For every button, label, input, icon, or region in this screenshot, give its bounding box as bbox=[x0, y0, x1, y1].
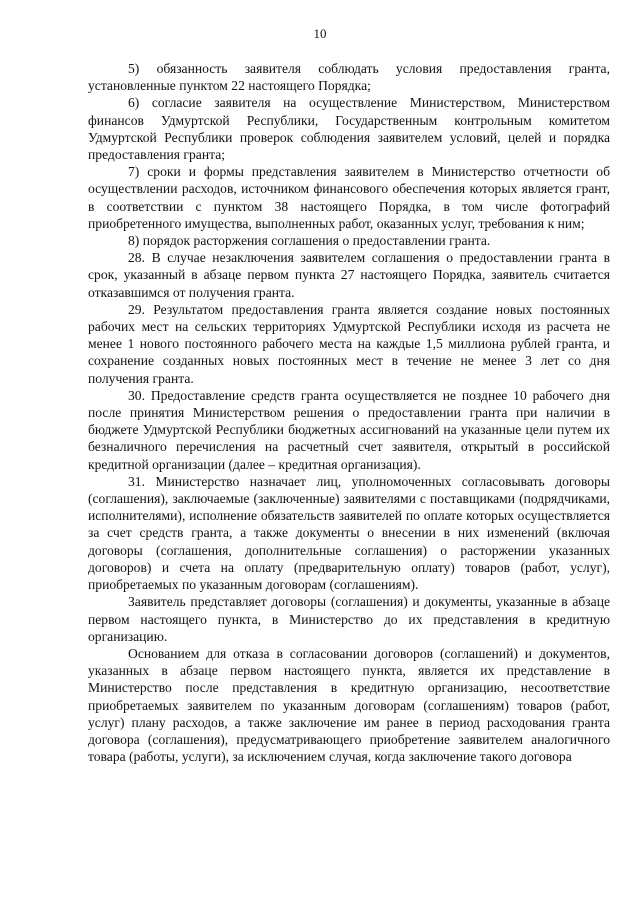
paragraph-item-8: 8) порядок расторжения соглашения о предоставлении гранта. bbox=[128, 233, 491, 249]
paragraph-clause-31-refusal-grounds: Основанием для отказа в согласовании договоров (соглашений) и документов, указанных в абзаце первом настоящего пункта, является их представление в Министерство после представления в кредитную организацию, несоответствие приобретаемых заявителем по указанным договорам (соглашениям) товаров (работ, услуг) плану расходов, а также заключение им ранее в период расходования гранта договора (соглашения), предусматривающего приобретение заявителем аналогичного товара (работы, услуги), за исключением случая, когда заключение такого договора bbox=[88, 645, 610, 765]
paragraph-item-5: 5) обязанность заявителя соблюдать условия предоставления гранта, установленные пунктом 22 настоящего Порядка; bbox=[88, 61, 610, 94]
paragraph-item-7: 7) сроки и формы представления заявителем в Министерство отчетности об осуществлении расходов, источником финансового обеспечения которых является грант, в соответствии с пунктом 38 настоящего Порядка, в том числе фотографий приобретенного имущества, выполненных работ, оказанных услуг, требования к ним; bbox=[88, 164, 610, 231]
document-body bbox=[88, 60, 610, 765]
paragraph-item-6: 6) согласие заявителя на осуществление Министерством, Министерством финансов Удмуртской Республики, Государственным контрольным комитетом Удмуртской Республики проверок соблюдения заявителем условий, целей и порядка предоставления гранта; bbox=[88, 95, 610, 163]
paragraph-clause-31-submission: Заявитель представляет договоры (соглашения) и документы, указанные в абзаце первом настоящего пункта, в Министерство до их представления в кредитную организацию. bbox=[88, 594, 610, 644]
paragraph-clause-31: 31. Министерство назначает лиц, уполномоченных согласовывать договоры (соглашения), заключаемые (заключенные) заявителями с поставщиками (подрядчиками, исполнителями), исполнение обязательств заявителей по оплате которых осуществляется за счет средств гранта, а также документы о внесении в них изменений (включая договоры (соглашения, дополнительные соглашения) о расторжении указанных договоров) и счета на оплату (предварительную оплату) товаров (работ, услуг), приобретаемых по указанным договорам (соглашениям). bbox=[88, 473, 610, 593]
paragraph-clause-30: 30. Предоставление средств гранта осуществляется не позднее 10 рабочего дня после принятия Министерством решения о предоставлении гранта при наличии в бюджете Удмуртской Республики бюджетных ассигнований на указанные цели путем их безналичного перечисления на расчетный счет заявителя, открытый в российской кредитной организации (далее – кредитная организация). bbox=[88, 387, 610, 472]
paragraph-clause-28: 28. В случае незаключения заявителем соглашения о предоставлении гранта в срок, указанный в абзаце первом пункта 27 настоящего Порядка, заявитель считается отказавшимся от получения гранта. bbox=[88, 250, 610, 300]
page-number: 10 bbox=[313, 26, 327, 41]
paragraph-clause-29: 29. Результатом предоставления гранта является создание новых постоянных рабочих мест на сельских территориях Удмуртской Республики исходя из расчета не менее 1 нового постоянного рабочего места на каждые 1,5 миллиона рублей гранта, и сохранение созданных новых постоянных мест в течение не менее 3 лет со дня получения гранта. bbox=[88, 301, 610, 386]
